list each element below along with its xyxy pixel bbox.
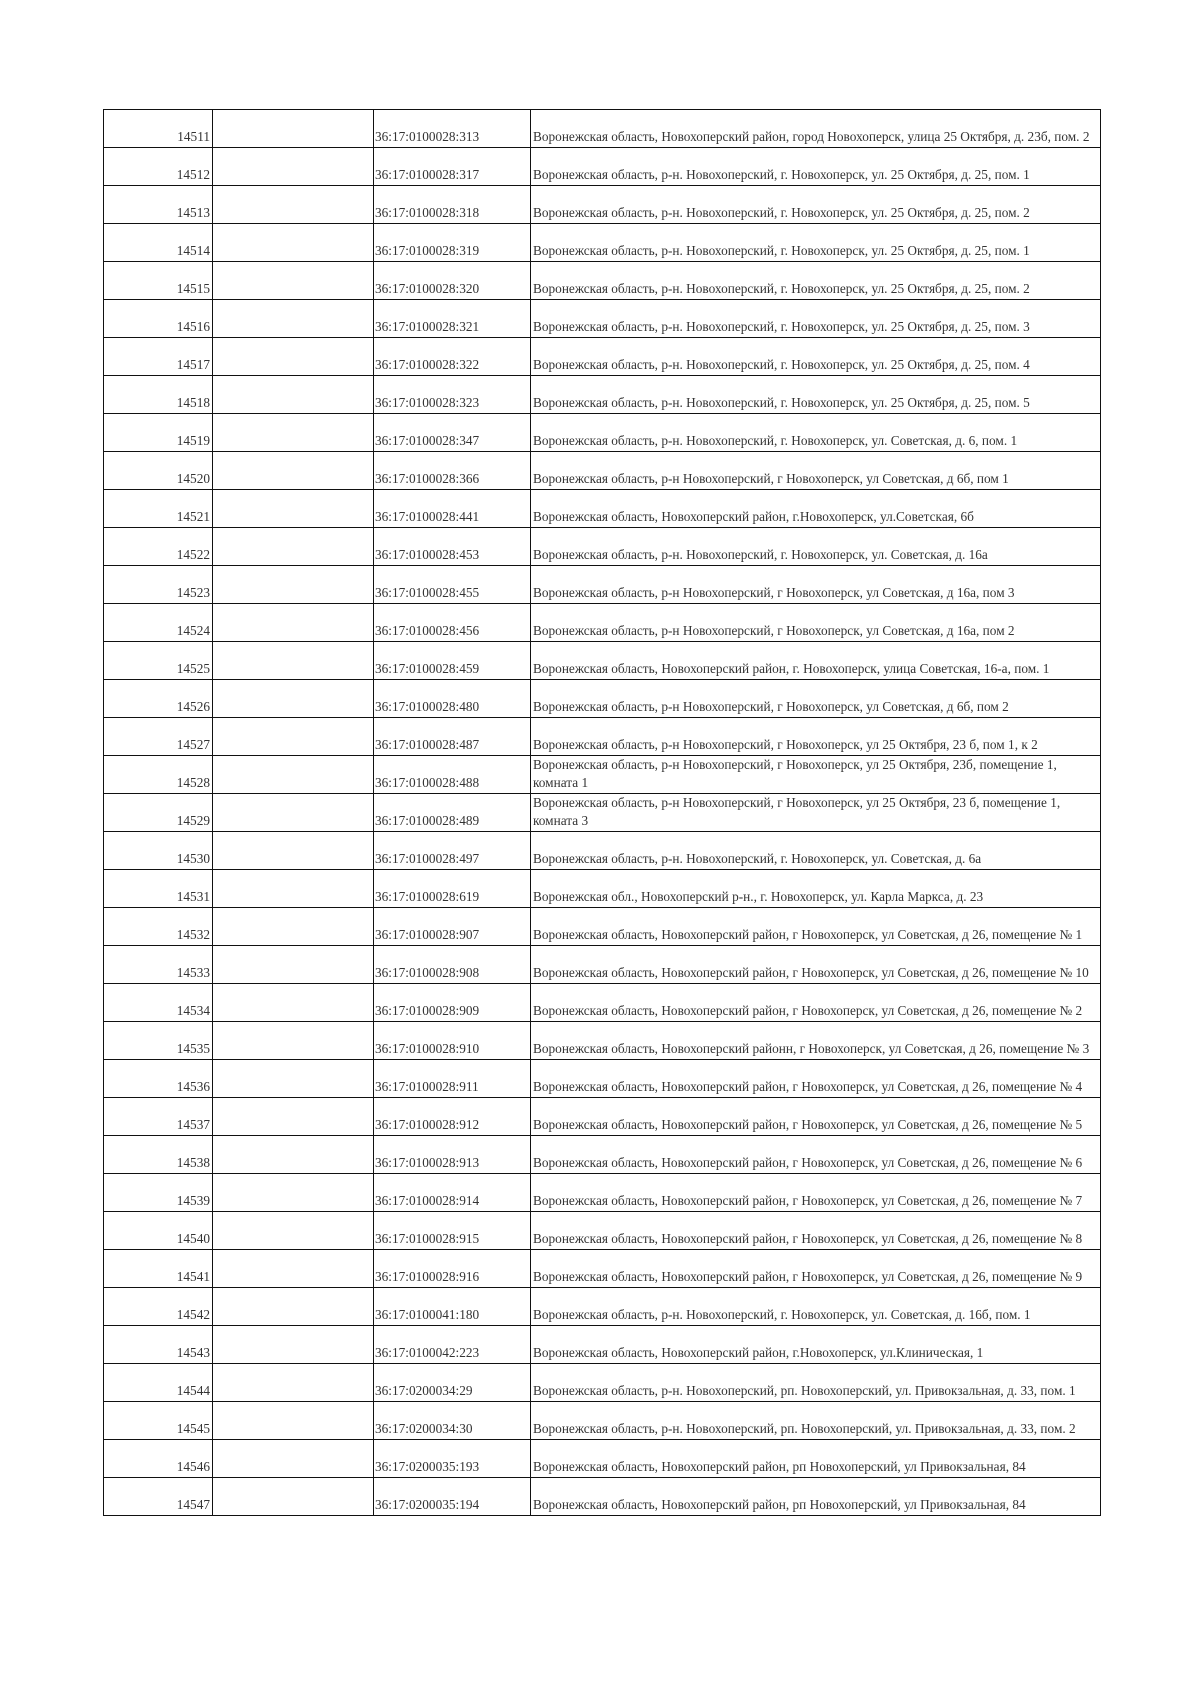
address-cell: Воронежская область, р-н Новохоперский, г Новохоперск, ул 25 Октября, 23 б, пом 1, к 2 [531,718,1101,756]
address-cell: Воронежская область, р-н. Новохоперский, г. Новохоперск, ул. Советская, д. 6, пом. 1 [531,414,1101,452]
table-row [104,1174,1101,1212]
table-row [104,490,1101,528]
address-cell: Воронежская область, р-н. Новохоперский, г. Новохоперск, ул. 25 Октября, д. 25, пом. 5 [531,376,1101,414]
address-cell: Воронежская область, р-н. Новохоперский, рп. Новохоперский, ул. Привокзальная, д. 33, пом. 1 [531,1364,1101,1402]
table-row [104,376,1101,414]
row-number-cell: 14536 [104,1060,213,1098]
address-cell: Воронежская область, Новохоперский район, рп Новохоперский, ул Привокзальная, 84 [531,1478,1101,1516]
row-number-cell: 14513 [104,186,213,224]
address-cell: Воронежская обл., Новохоперский р-н., г. Новохоперск, ул. Карла Маркса, д. 23 [531,870,1101,908]
table-row [104,186,1101,224]
address-cell: Воронежская область, Новохоперский район, г Новохоперск, ул Советская, д 26, помещение № 8 [531,1212,1101,1250]
cadastral-number-cell: 36:17:0100028:320 [374,262,531,300]
empty-cell [213,148,374,186]
empty-cell [213,1326,374,1364]
address-cell: Воронежская область, р-н Новохоперский, г Новохоперск, ул Советская, д 6б, пом 1 [531,452,1101,490]
row-number-cell: 14547 [104,1478,213,1516]
empty-cell [213,908,374,946]
table-row [104,148,1101,186]
row-number-cell: 14528 [104,756,213,794]
table-row [104,1402,1101,1440]
table-row [104,1060,1101,1098]
table-row [104,1478,1101,1516]
cadastral-number-cell: 36:17:0100028:909 [374,984,531,1022]
table-row [104,1364,1101,1402]
cadastral-number-cell: 36:17:0100028:480 [374,680,531,718]
cadastral-number-cell: 36:17:0100028:322 [374,338,531,376]
address-cell: Воронежская область, Новохоперский район, г Новохоперск, ул Советская, д 26, помещение № 6 [531,1136,1101,1174]
empty-cell [213,794,374,832]
row-number-cell: 14539 [104,1174,213,1212]
table-row [104,832,1101,870]
row-number-cell: 14544 [104,1364,213,1402]
table-row [104,1326,1101,1364]
cadastral-number-cell: 36:17:0100028:913 [374,1136,531,1174]
address-cell: Воронежская область, Новохоперский район, г. Новохоперск, улица Советская, 16-а, пом. 1 [531,642,1101,680]
address-cell: Воронежская область, р-н Новохоперский, г Новохоперск, ул Советская, д 16а, пом 2 [531,604,1101,642]
empty-cell [213,110,374,148]
address-cell: Воронежская область, Новохоперский район, рп Новохоперский, ул Привокзальная, 84 [531,1440,1101,1478]
cadastral-number-cell: 36:17:0100028:908 [374,946,531,984]
empty-cell [213,756,374,794]
row-number-cell: 14527 [104,718,213,756]
row-number-cell: 14514 [104,224,213,262]
table-row [104,604,1101,642]
row-number-cell: 14526 [104,680,213,718]
address-cell: Воронежская область, Новохоперский район, г Новохоперск, ул Советская, д 26, помещение № 1 [531,908,1101,946]
table-row [104,1136,1101,1174]
row-number-cell: 14523 [104,566,213,604]
address-cell: Воронежская область, р-н Новохоперский, г Новохоперск, ул Советская, д 6б, пом 2 [531,680,1101,718]
empty-cell [213,1402,374,1440]
row-number-cell: 14540 [104,1212,213,1250]
empty-cell [213,642,374,680]
table-row [104,262,1101,300]
table-row [104,1288,1101,1326]
address-cell: Воронежская область, р-н. Новохоперский, рп. Новохоперский, ул. Привокзальная, д. 33, пом. 2 [531,1402,1101,1440]
empty-cell [213,376,374,414]
address-cell: Воронежская область, Новохоперский район, г Новохоперск, ул Советская, д 26, помещение № 4 [531,1060,1101,1098]
table-row [104,1212,1101,1250]
cadastral-number-cell: 36:17:0100028:456 [374,604,531,642]
empty-cell [213,528,374,566]
cadastral-number-cell: 36:17:0100028:914 [374,1174,531,1212]
cadastral-number-cell: 36:17:0100028:323 [374,376,531,414]
table-row [104,984,1101,1022]
row-number-cell: 14531 [104,870,213,908]
empty-cell [213,1060,374,1098]
row-number-cell: 14542 [104,1288,213,1326]
table-row [104,110,1101,148]
row-number-cell: 14520 [104,452,213,490]
cadastral-number-cell: 36:17:0100028:318 [374,186,531,224]
empty-cell [213,1212,374,1250]
table-row [104,300,1101,338]
address-cell: Воронежская область, Новохоперский район, г.Новохоперск, ул.Советская, 6б [531,490,1101,528]
table-row [104,528,1101,566]
empty-cell [213,262,374,300]
empty-cell [213,300,374,338]
cadastral-number-cell: 36:17:0100028:915 [374,1212,531,1250]
empty-cell [213,338,374,376]
address-cell: Воронежская область, Новохоперский район, г Новохоперск, ул Советская, д 26, помещение № 5 [531,1098,1101,1136]
cadastral-number-cell: 36:17:0100041:180 [374,1288,531,1326]
row-number-cell: 14517 [104,338,213,376]
table-row [104,1022,1101,1060]
empty-cell [213,1250,374,1288]
cadastral-number-cell: 36:17:0200034:30 [374,1402,531,1440]
table-row [104,794,1101,832]
address-cell: Воронежская область, р-н Новохоперский, г Новохоперск, ул 25 Октября, 23б, помещение 1, комната 1 [531,756,1101,794]
row-number-cell: 14534 [104,984,213,1022]
row-number-cell: 14516 [104,300,213,338]
row-number-cell: 14532 [104,908,213,946]
empty-cell [213,718,374,756]
row-number-cell: 14519 [104,414,213,452]
cadastral-number-cell: 36:17:0100042:223 [374,1326,531,1364]
empty-cell [213,680,374,718]
empty-cell [213,984,374,1022]
row-number-cell: 14535 [104,1022,213,1060]
table-row [104,680,1101,718]
row-number-cell: 14543 [104,1326,213,1364]
empty-cell [213,452,374,490]
address-cell: Воронежская область, Новохоперский район, г Новохоперск, ул Советская, д 26, помещение № 9 [531,1250,1101,1288]
row-number-cell: 14533 [104,946,213,984]
cadastral-number-cell: 36:17:0100028:366 [374,452,531,490]
empty-cell [213,1098,374,1136]
row-number-cell: 14511 [104,110,213,148]
empty-cell [213,1440,374,1478]
cadastral-number-cell: 36:17:0100028:916 [374,1250,531,1288]
cadastral-number-cell: 36:17:0100028:488 [374,756,531,794]
row-number-cell: 14512 [104,148,213,186]
address-cell: Воронежская область, р-н. Новохоперский, г. Новохоперск, ул. 25 Октября, д. 25, пом. 1 [531,224,1101,262]
cadastral-number-cell: 36:17:0100028:313 [374,110,531,148]
address-cell: Воронежская область, р-н. Новохоперский, г. Новохоперск, ул. 25 Октября, д. 25, пом. 3 [531,300,1101,338]
empty-cell [213,1174,374,1212]
row-number-cell: 14521 [104,490,213,528]
empty-cell [213,1136,374,1174]
table-row [104,1250,1101,1288]
empty-cell [213,946,374,984]
table-row [104,642,1101,680]
cadastral-number-cell: 36:17:0100028:912 [374,1098,531,1136]
address-cell: Воронежская область, Новохоперский районн, г Новохоперск, ул Советская, д 26, помещение № 3 [531,1022,1101,1060]
property-registry-table [103,109,1101,1516]
address-cell: Воронежская область, р-н. Новохоперский, г. Новохоперск, ул. 25 Октября, д. 25, пом. 4 [531,338,1101,376]
address-cell: Воронежская область, р-н Новохоперский, г Новохоперск, ул 25 Октября, 23 б, помещение 1, комната 3 [531,794,1101,832]
cadastral-number-cell: 36:17:0100028:907 [374,908,531,946]
address-cell: Воронежская область, р-н. Новохоперский, г. Новохоперск, ул. Советская, д. 16б, пом. 1 [531,1288,1101,1326]
row-number-cell: 14541 [104,1250,213,1288]
row-number-cell: 14525 [104,642,213,680]
row-number-cell: 14530 [104,832,213,870]
registry-body [104,110,1101,1516]
empty-cell [213,1364,374,1402]
address-cell: Воронежская область, р-н. Новохоперский, г. Новохоперск, ул. 25 Октября, д. 25, пом. 2 [531,186,1101,224]
table-row [104,756,1101,794]
address-cell: Воронежская область, р-н. Новохоперский, г. Новохоперск, ул. 25 Октября, д. 25, пом. 1 [531,148,1101,186]
cadastral-number-cell: 36:17:0200034:29 [374,1364,531,1402]
table-row [104,414,1101,452]
table-row [104,908,1101,946]
cadastral-number-cell: 36:17:0200035:194 [374,1478,531,1516]
cadastral-number-cell: 36:17:0100028:487 [374,718,531,756]
empty-cell [213,604,374,642]
address-cell: Воронежская область, р-н. Новохоперский, г. Новохоперск, ул. 25 Октября, д. 25, пом. 2 [531,262,1101,300]
cadastral-number-cell: 36:17:0100028:489 [374,794,531,832]
cadastral-number-cell: 36:17:0100028:911 [374,1060,531,1098]
empty-cell [213,186,374,224]
cadastral-number-cell: 36:17:0100028:497 [374,832,531,870]
cadastral-number-cell: 36:17:0100028:453 [374,528,531,566]
empty-cell [213,490,374,528]
row-number-cell: 14545 [104,1402,213,1440]
cadastral-number-cell: 36:17:0200035:193 [374,1440,531,1478]
cadastral-number-cell: 36:17:0100028:459 [374,642,531,680]
cadastral-number-cell: 36:17:0100028:321 [374,300,531,338]
empty-cell [213,1022,374,1060]
row-number-cell: 14538 [104,1136,213,1174]
table-row [104,1098,1101,1136]
empty-cell [213,1288,374,1326]
cadastral-number-cell: 36:17:0100028:347 [374,414,531,452]
empty-cell [213,832,374,870]
row-number-cell: 14518 [104,376,213,414]
row-number-cell: 14515 [104,262,213,300]
address-cell: Воронежская область, Новохоперский район, город Новохоперск, улица 25 Октября, д. 23б, пом. 2 [531,110,1101,148]
address-cell: Воронежская область, р-н Новохоперский, г Новохоперск, ул Советская, д 16а, пом 3 [531,566,1101,604]
address-cell: Воронежская область, Новохоперский район, г Новохоперск, ул Советская, д 26, помещение № 2 [531,984,1101,1022]
table-row [104,224,1101,262]
cadastral-number-cell: 36:17:0100028:619 [374,870,531,908]
address-cell: Воронежская область, Новохоперский район, г Новохоперск, ул Советская, д 26, помещение № 10 [531,946,1101,984]
table-row [104,1440,1101,1478]
row-number-cell: 14546 [104,1440,213,1478]
cadastral-number-cell: 36:17:0100028:317 [374,148,531,186]
table-row [104,946,1101,984]
empty-cell [213,566,374,604]
table-row [104,718,1101,756]
row-number-cell: 14524 [104,604,213,642]
empty-cell [213,414,374,452]
table-row [104,338,1101,376]
row-number-cell: 14537 [104,1098,213,1136]
address-cell: Воронежская область, р-н. Новохоперский, г. Новохоперск, ул. Советская, д. 16а [531,528,1101,566]
table-row [104,870,1101,908]
cadastral-number-cell: 36:17:0100028:441 [374,490,531,528]
table-row [104,452,1101,490]
empty-cell [213,870,374,908]
empty-cell [213,1478,374,1516]
row-number-cell: 14522 [104,528,213,566]
cadastral-number-cell: 36:17:0100028:319 [374,224,531,262]
empty-cell [213,224,374,262]
address-cell: Воронежская область, Новохоперский район, г.Новохоперск, ул.Клиническая, 1 [531,1326,1101,1364]
cadastral-number-cell: 36:17:0100028:455 [374,566,531,604]
table-row [104,566,1101,604]
address-cell: Воронежская область, Новохоперский район, г Новохоперск, ул Советская, д 26, помещение № 7 [531,1174,1101,1212]
cadastral-number-cell: 36:17:0100028:910 [374,1022,531,1060]
row-number-cell: 14529 [104,794,213,832]
address-cell: Воронежская область, р-н. Новохоперский, г. Новохоперск, ул. Советская, д. 6а [531,832,1101,870]
